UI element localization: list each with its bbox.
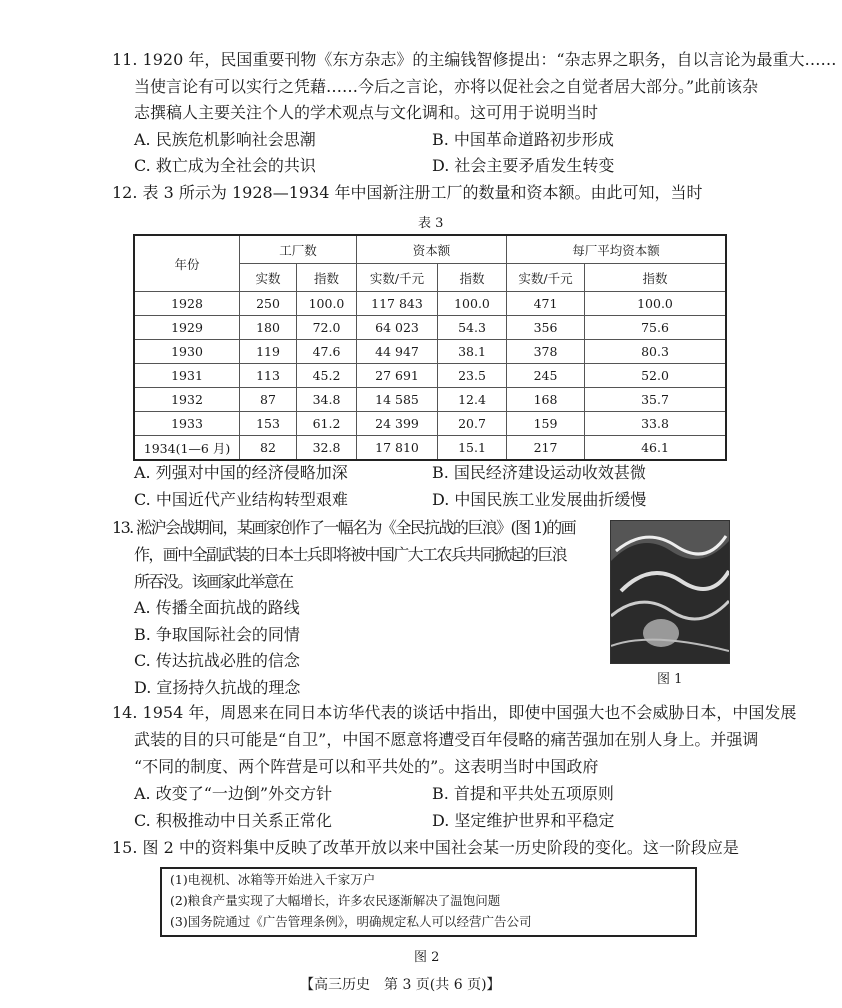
figure-2-box bbox=[160, 867, 697, 937]
table-cell: 471 bbox=[507, 292, 585, 316]
table-cell: 12.4 bbox=[438, 388, 507, 412]
figure-1-woodcut-image bbox=[610, 520, 730, 664]
q14-stem-line-2: 武装的目的只可能是“自卫”，中国不愿意将遭受百年侵略的痛苦强加在别人身上。并强调 bbox=[134, 730, 759, 749]
table-cell: 378 bbox=[507, 340, 585, 364]
table-row bbox=[134, 292, 726, 316]
table-cell: 34.8 bbox=[297, 388, 357, 412]
year-cell: 1930 bbox=[134, 340, 240, 364]
q12-option-d: D. 中国民族工业发展曲折缓慢 bbox=[432, 490, 647, 509]
table-cell: 153 bbox=[240, 412, 297, 436]
table-cell: 24 399 bbox=[357, 412, 438, 436]
page-footer: 【高三历史 第 3 页(共 6 页)】 bbox=[300, 977, 501, 993]
table-cell: 15.1 bbox=[438, 436, 507, 461]
header-factory-count: 工厂数 bbox=[240, 235, 357, 264]
table-cell: 44 947 bbox=[357, 340, 438, 364]
q14-option-d: D. 坚定维护世界和平稳定 bbox=[432, 811, 615, 830]
q12-stem-line-1: 12. 表 3 所示为 1928—1934 年中国新注册工厂的数量和资本额。由此可知，当时 bbox=[112, 183, 703, 202]
table-cell: 250 bbox=[240, 292, 297, 316]
table-cell: 117 843 bbox=[357, 292, 438, 316]
header-year: 年份 bbox=[134, 235, 240, 292]
table-cell: 119 bbox=[240, 340, 297, 364]
table-row bbox=[134, 412, 726, 436]
table-row bbox=[134, 364, 726, 388]
table-cell: 27 691 bbox=[357, 364, 438, 388]
subheader: 实数/千元 bbox=[507, 264, 585, 292]
year-cell: 1929 bbox=[134, 316, 240, 340]
table-cell: 54.3 bbox=[438, 316, 507, 340]
subheader: 实数 bbox=[240, 264, 297, 292]
table-cell: 17 810 bbox=[357, 436, 438, 461]
table-cell: 245 bbox=[507, 364, 585, 388]
q14-option-c: C. 积极推动中日关系正常化 bbox=[134, 811, 332, 830]
table-caption: 表 3 bbox=[418, 216, 444, 231]
year-cell: 1933 bbox=[134, 412, 240, 436]
table-cell: 113 bbox=[240, 364, 297, 388]
table-cell: 64 023 bbox=[357, 316, 438, 340]
table-cell: 47.6 bbox=[297, 340, 357, 364]
q13-stem-line-1: 13. 淞沪会战期间，某画家创作了一幅名为《全民抗战的巨浪》(图 1)的画 bbox=[112, 518, 576, 537]
table-cell: 80.3 bbox=[585, 340, 727, 364]
table-cell: 14 585 bbox=[357, 388, 438, 412]
table-cell: 217 bbox=[507, 436, 585, 461]
table-row bbox=[134, 388, 726, 412]
table-row bbox=[134, 340, 726, 364]
q13-option-a: A. 传播全面抗战的路线 bbox=[134, 598, 300, 617]
q14-option-a: A. 改变了“一边倒”外交方针 bbox=[134, 784, 333, 803]
figure-2-item: (2)粮食产量实现了大幅增长，许多农民逐渐解决了温饱问题 bbox=[170, 893, 501, 908]
table-cell: 23.5 bbox=[438, 364, 507, 388]
table-cell: 100.0 bbox=[297, 292, 357, 316]
table-cell: 38.1 bbox=[438, 340, 507, 364]
year-cell: 1928 bbox=[134, 292, 240, 316]
figure-2-item: (1)电视机、冰箱等开始进入千家万户 bbox=[170, 872, 376, 887]
figure-2-caption: 图 2 bbox=[414, 950, 440, 965]
q11-option-c: C. 救亡成为全社会的共识 bbox=[134, 156, 316, 175]
q14-option-b: B. 首提和平共处五项原则 bbox=[432, 784, 614, 803]
q11-stem-line-1: 11. 1920 年，民国重要刊物《东方杂志》的主编钱智修提出：“杂志界之职务，自以言论为最重大…… bbox=[112, 50, 837, 69]
table-cell: 180 bbox=[240, 316, 297, 340]
table-cell: 100.0 bbox=[585, 292, 727, 316]
header-capital: 资本额 bbox=[357, 235, 507, 264]
q12-option-a: A. 列强对中国的经济侵略加深 bbox=[134, 463, 348, 482]
table-cell: 159 bbox=[507, 412, 585, 436]
subheader: 实数/千元 bbox=[357, 264, 438, 292]
q12-option-c: C. 中国近代产业结构转型艰难 bbox=[134, 490, 348, 509]
subheader: 指数 bbox=[438, 264, 507, 292]
subheader: 指数 bbox=[297, 264, 357, 292]
q11-option-a: A. 民族危机影响社会思潮 bbox=[134, 130, 316, 149]
q12-option-b: B. 国民经济建设运动收效甚微 bbox=[432, 463, 646, 482]
table-cell: 82 bbox=[240, 436, 297, 461]
q14-stem-line-3: “不同的制度、两个阵营是可以和平共处的”。这表明当时中国政府 bbox=[134, 757, 599, 776]
q15-stem-line-1: 15. 图 2 中的资料集中反映了改革开放以来中国社会某一历史阶段的变化。这一阶段应是 bbox=[112, 838, 739, 857]
q13-option-c: C. 传达抗战必胜的信念 bbox=[134, 651, 300, 670]
table-cell: 45.2 bbox=[297, 364, 357, 388]
table-row bbox=[134, 316, 726, 340]
table-cell: 32.8 bbox=[297, 436, 357, 461]
q14-stem-line-1: 14. 1954 年，周恩来在同日本访华代表的谈话中指出，即使中国强大也不会威胁日本，中国发展 bbox=[112, 703, 797, 722]
table-cell: 52.0 bbox=[585, 364, 727, 388]
q13-option-d: D. 宣扬持久抗战的理念 bbox=[134, 678, 301, 697]
q13-stem-line-2: 作，画中全副武装的日本士兵即将被中国广大工农兵共同掀起的巨浪 bbox=[134, 545, 567, 564]
table-cell: 61.2 bbox=[297, 412, 357, 436]
subheader: 指数 bbox=[585, 264, 727, 292]
q11-option-b: B. 中国革命道路初步形成 bbox=[432, 130, 614, 149]
q11-option-d: D. 社会主要矛盾发生转变 bbox=[432, 156, 615, 175]
table-cell: 46.1 bbox=[585, 436, 727, 461]
data-table bbox=[133, 234, 727, 461]
table-cell: 356 bbox=[507, 316, 585, 340]
table-cell: 35.7 bbox=[585, 388, 727, 412]
year-cell: 1931 bbox=[134, 364, 240, 388]
table-cell: 168 bbox=[507, 388, 585, 412]
table-cell: 72.0 bbox=[297, 316, 357, 340]
table-cell: 87 bbox=[240, 388, 297, 412]
q11-stem-line-3: 志撰稿人主要关注个人的学术观点与文化调和。这可用于说明当时 bbox=[134, 103, 599, 122]
q13-option-b: B. 争取国际社会的同情 bbox=[134, 625, 300, 644]
figure-2-item: (3)国务院通过《广告管理条例》，明确规定私人可以经营广告公司 bbox=[170, 914, 532, 929]
table-cell: 75.6 bbox=[585, 316, 727, 340]
table-cell: 20.7 bbox=[438, 412, 507, 436]
table-row bbox=[134, 436, 726, 461]
table-cell: 33.8 bbox=[585, 412, 727, 436]
year-cell: 1932 bbox=[134, 388, 240, 412]
year-cell: 1934(1—6 月) bbox=[134, 436, 240, 461]
q11-stem-line-2: 当使言论有可以实行之凭藉……今后之言论，亦将以促社会之自觉者居大部分。”此前该杂 bbox=[134, 77, 759, 96]
header-avg-capital: 每厂平均资本额 bbox=[507, 235, 727, 264]
q13-stem-line-3: 所吞没。该画家此举意在 bbox=[134, 572, 293, 591]
figure-1-caption: 图 1 bbox=[657, 672, 683, 687]
table-cell: 100.0 bbox=[438, 292, 507, 316]
